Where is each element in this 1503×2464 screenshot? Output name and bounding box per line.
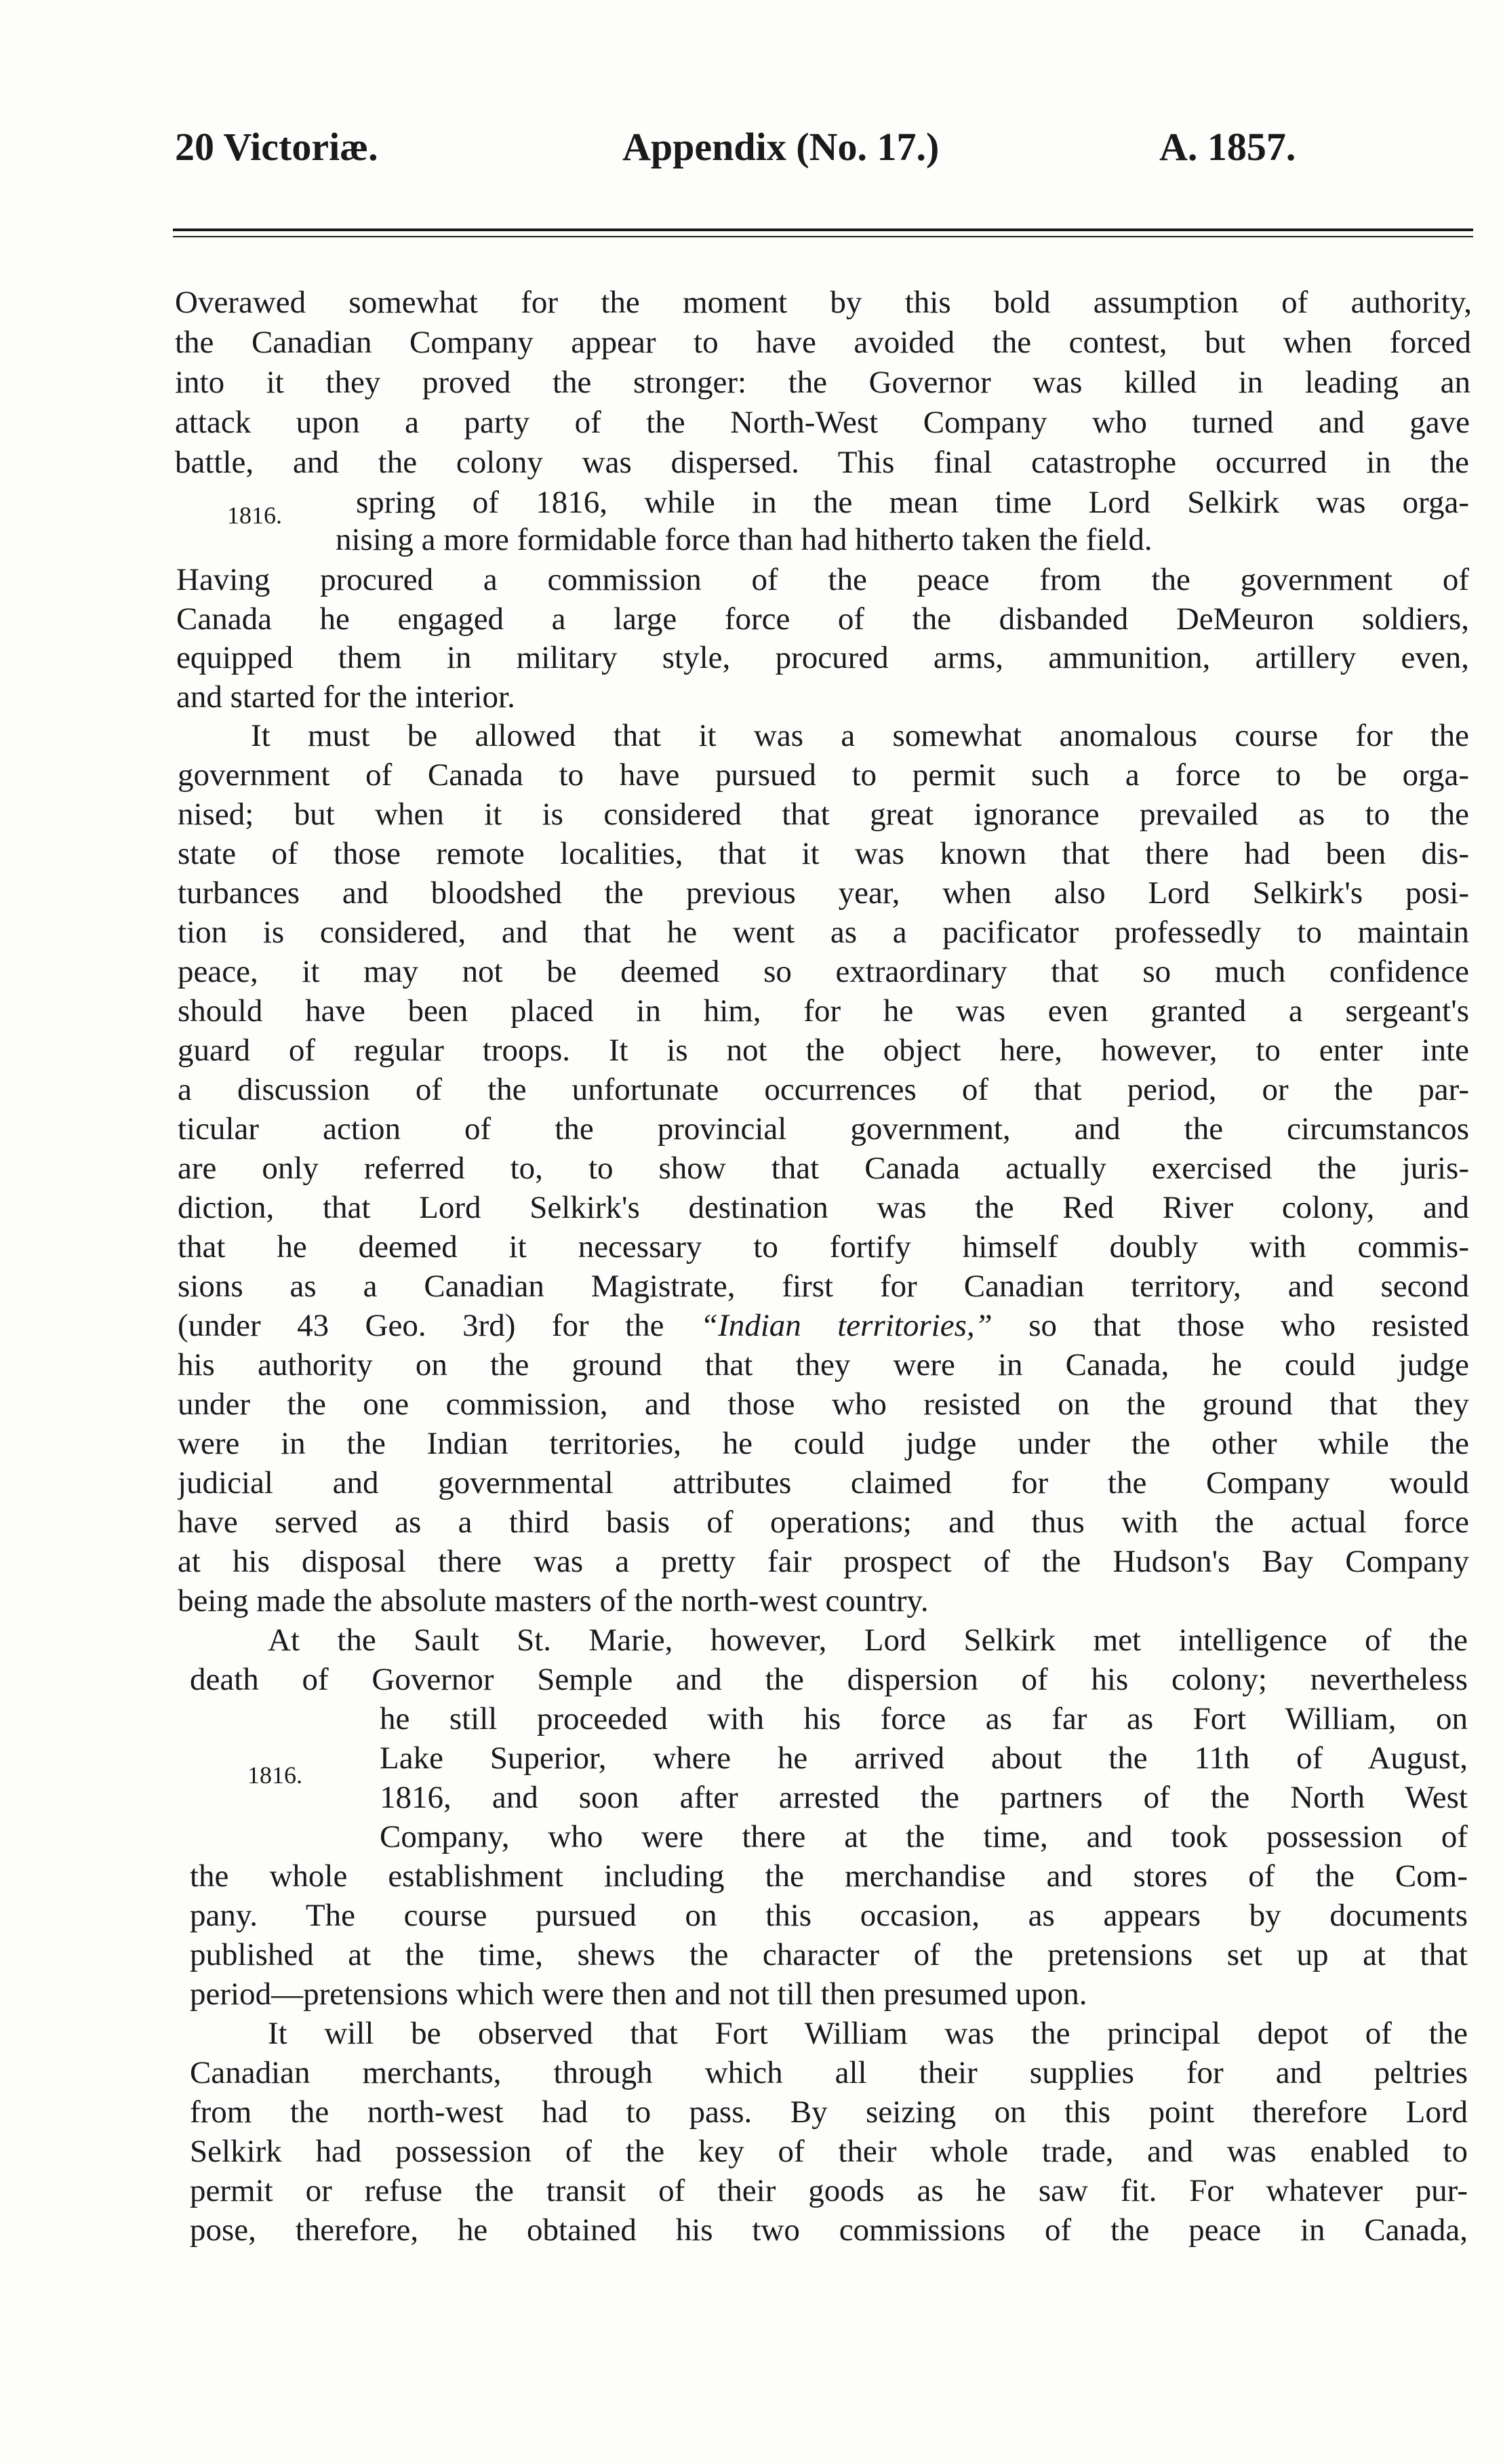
- text-line: death of Governor Semple and the dispersion of his colony; nevertheless: [190, 1664, 1468, 1697]
- text-line: guard of regular troops. It is not the object here, however, to enter inte: [178, 1035, 1469, 1068]
- text-line: being made the absolute masters of the north-west country.: [178, 1585, 929, 1618]
- text-line: that he deemed it necessary to fortify himself doubly with commis-: [178, 1231, 1469, 1265]
- text-line: judicial and governmental attributes claimed for the Company would: [178, 1467, 1469, 1501]
- text-line: Overawed somewhat for the moment by this bold assumption of authority,: [175, 287, 1472, 320]
- text-line: published at the time, shews the character of the pretensions set up at that: [190, 1939, 1468, 1972]
- text-line: are only referred to, to show that Canada actually exercised the juris-: [178, 1153, 1469, 1186]
- text-line: [178, 1310, 1469, 1344]
- text-line: turbances and bloodshed the previous year, when also Lord Selkirk's posi-: [178, 877, 1469, 911]
- text-line: his authority on the ground that they were in Canada, he could judge: [178, 1349, 1469, 1383]
- text-line: into it they proved the stronger: the Governor was killed in leading an: [175, 367, 1470, 400]
- text-line: Having procured a commission of the peace from the government of: [176, 564, 1469, 597]
- text-line: peace, it may not be deemed so extraordinary that so much confidence: [178, 956, 1469, 989]
- margin-note-year: 1816.: [227, 502, 282, 529]
- text-line: were in the Indian territories, he could judge under the other while the: [178, 1428, 1469, 1461]
- text-segment: (under 43 Geo. 3rd) for the: [178, 1310, 664, 1343]
- text-line: At the Sault St. Marie, however, Lord Selkirk met intelligence of the: [268, 1625, 1468, 1658]
- text-line: under the one commission, and those who resisted on the ground that they: [178, 1389, 1469, 1422]
- text-line: battle, and the colony was dispersed. This final catastrophe occurred in the: [175, 447, 1469, 480]
- text-line: spring of 1816, while in the mean time Lord Selkirk was orga-: [356, 487, 1469, 520]
- text-line: diction, that Lord Selkirk's destination was the Red River colony, and: [178, 1192, 1469, 1225]
- text-line: ticular action of the provincial government, and the circumstancos: [178, 1113, 1469, 1147]
- text-line: nising a more formidable force than had hitherto taken the field.: [336, 524, 1153, 557]
- header-year: A. 1857.: [1159, 125, 1296, 169]
- text-line: equipped them in military style, procured arms, ammunition, artillery even,: [176, 642, 1469, 675]
- text-line: permit or refuse the transit of their goods as he saw fit. For whatever pur-: [190, 2175, 1468, 2208]
- text-line: have served as a third basis of operations; and thus with the actual force: [178, 1507, 1469, 1540]
- text-line: a discussion of the unfortunate occurrences of that period, or the par-: [178, 1074, 1469, 1107]
- text-line: It must be allowed that it was a somewhat anomalous course for the: [251, 720, 1469, 753]
- text-line: It will be observed that Fort William was the principal depot of the: [268, 2018, 1468, 2051]
- text-line: attack upon a party of the North-West Company who turned and gave: [175, 407, 1470, 440]
- text-line: pany. The course pursued on this occasion, as appears by documents: [190, 1900, 1468, 1933]
- header-rule-thick: [173, 228, 1473, 231]
- text-line: Company, who were there at the time, and took possession of: [380, 1821, 1468, 1854]
- text-segment: so that those who resisted: [1028, 1310, 1469, 1343]
- text-line: Canadian merchants, through which all their supplies for and peltries: [190, 2057, 1468, 2090]
- header-session: 20 Victoriæ.: [175, 125, 378, 169]
- text-line: 1816, and soon after arrested the partners of the North West: [380, 1782, 1468, 1815]
- text-line: the Canadian Company appear to have avoided the contest, but when forced: [175, 327, 1471, 360]
- text-line: should have been placed in him, for he was even granted a sergeant's: [178, 995, 1469, 1029]
- margin-note-year: 1816.: [247, 1762, 302, 1789]
- text-line: state of those remote localities, that it was known that there had been dis-: [178, 838, 1469, 871]
- text-line: Selkirk had possession of the key of their whole trade, and was enabled to: [190, 2136, 1468, 2169]
- text-line: the whole establishment including the merchandise and stores of the Com-: [190, 1861, 1468, 1894]
- header-rule-thin: [173, 236, 1473, 237]
- italic-phrase: “Indian territories,”: [700, 1310, 993, 1343]
- text-line: pose, therefore, he obtained his two commissions of the peace in Canada,: [190, 2214, 1468, 2248]
- text-line: tion is considered, and that he went as a pacificator professedly to maintain: [178, 917, 1469, 950]
- text-line: period—pretensions which were then and not till then presumed upon.: [190, 1979, 1087, 2012]
- text-line: at his disposal there was a pretty fair prospect of the Hudson's Bay Company: [178, 1546, 1469, 1579]
- text-line: Lake Superior, where he arrived about the 11th of August,: [380, 1743, 1468, 1776]
- text-line: he still proceeded with his force as far as Fort William, on: [380, 1703, 1468, 1736]
- header-appendix: Appendix (No. 17.): [622, 125, 940, 169]
- text-line: Canada he engaged a large force of the disbanded DeMeuron soldiers,: [176, 603, 1469, 637]
- text-line: sions as a Canadian Magistrate, first for Canadian territory, and second: [178, 1271, 1469, 1304]
- text-line: from the north-west had to pass. By seizing on this point therefore Lord: [190, 2097, 1468, 2130]
- text-line: government of Canada to have pursued to permit such a force to be orga-: [178, 759, 1469, 793]
- text-line: nised; but when it is considered that great ignorance prevailed as to the: [178, 799, 1469, 832]
- text-line: and started for the interior.: [176, 681, 515, 715]
